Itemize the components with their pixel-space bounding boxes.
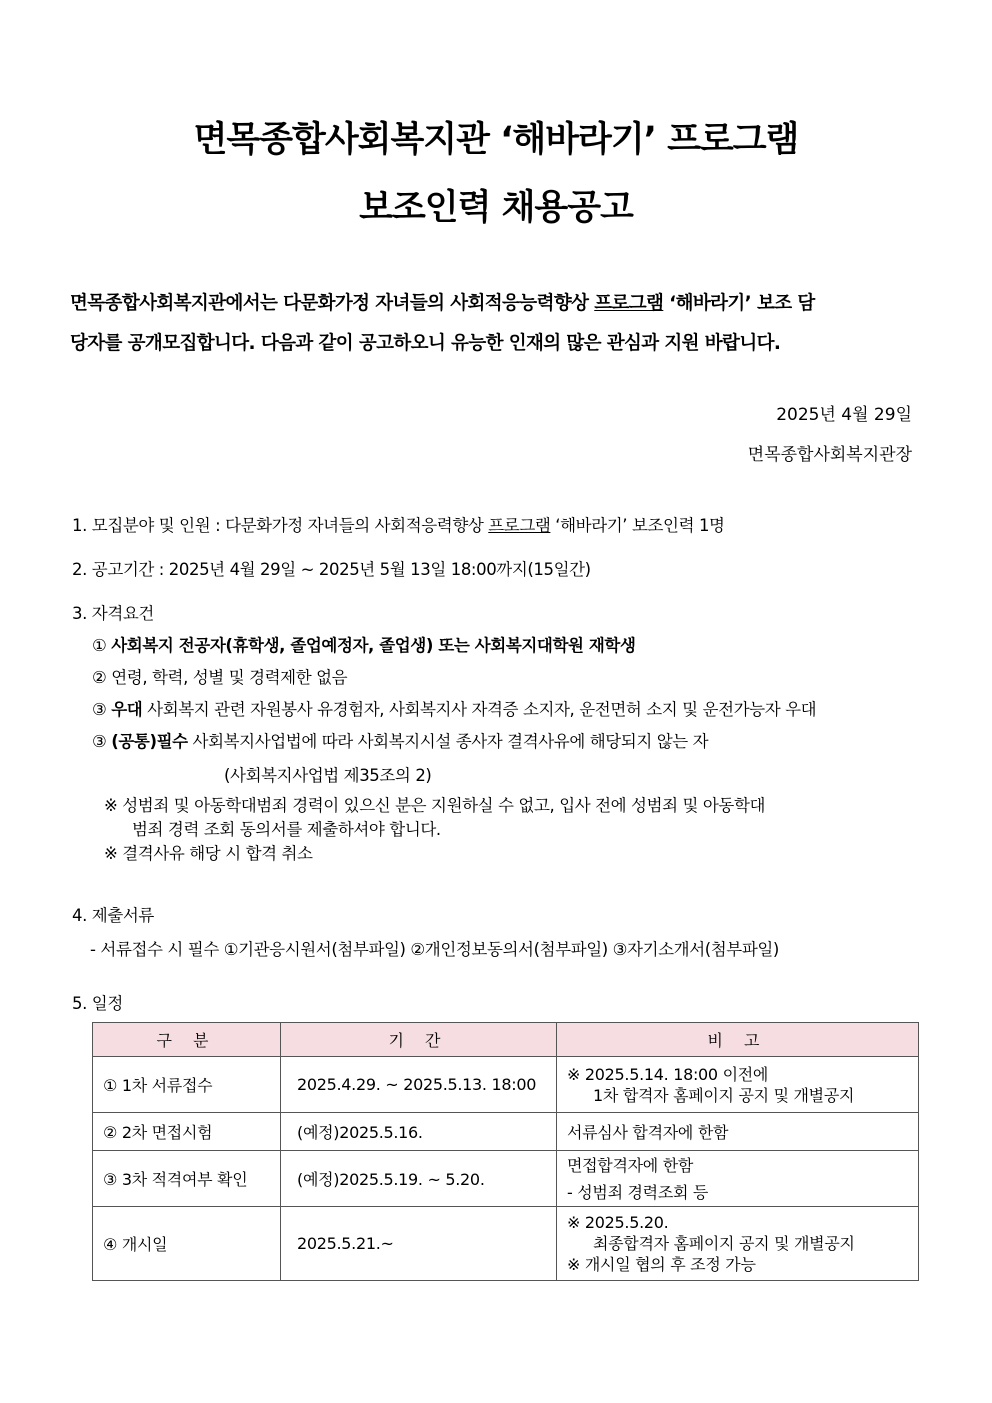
table-row [93, 1057, 919, 1113]
qualification-num: ③ [92, 732, 112, 751]
section-4-detail: - 서류접수 시 필수 ①기관응시원서(첨부파일) ②개인정보동의서(첨부파일) ③자기소개서(첨부파일) [90, 940, 779, 959]
intro-underlined: 프로그램 [594, 293, 664, 314]
qualification-3 [92, 696, 816, 720]
cell-step: ③ 3차 적격여부 확인 [93, 1151, 281, 1207]
cell-period: 2025.5.21.~ [281, 1207, 557, 1281]
header-category: 구 분 [93, 1023, 281, 1057]
section-1 [72, 512, 725, 536]
notice-issuer: 면목종합사회복지관장 [747, 445, 912, 465]
cell-note [557, 1207, 919, 1281]
note-2: ※ 결격사유 해당 시 합격 취소 [104, 844, 313, 863]
section-3: 3. 자격요건 [72, 604, 154, 623]
cell-period: (예정)2025.5.16. [281, 1113, 557, 1151]
note-line: 면접합격자에 한함 [567, 1155, 694, 1175]
title-line-2: 보조인력 채용공고 [359, 188, 633, 228]
qualification-bold: (공통)필수 [111, 732, 188, 751]
notice-date: 2025년 4월 29일 [776, 405, 912, 425]
table-header-row [93, 1023, 919, 1057]
section-1-text: 1. 모집분야 및 인원 : 다문화가정 자녀들의 사회적응력향상 [72, 516, 489, 535]
table-row [93, 1207, 919, 1281]
note-1-line-1: ※ 성범죄 및 아동학대범죄 경력이 있으신 분은 지원하실 수 없고, 입사 전에 성범죄 및 아동학대 [104, 796, 766, 815]
cell-period: 2025.4.29. ~ 2025.5.13. 18:00 [281, 1057, 557, 1113]
schedule-table [92, 1022, 919, 1281]
table-row [93, 1113, 919, 1151]
table-row [93, 1151, 919, 1207]
cell-step: ② 2차 면접시험 [93, 1113, 281, 1151]
section-5: 5. 일정 [72, 994, 123, 1013]
cell-step: ① 1차 서류접수 [93, 1057, 281, 1113]
qualification-4 [92, 728, 708, 752]
header-period: 기 간 [281, 1023, 557, 1057]
qualification-num: ① [92, 636, 112, 655]
qualification-bold: 사회복지 전공자(휴학생, 졸업예정자, 졸업생) 또는 사회복지대학원 재학생 [111, 636, 636, 655]
note-1-line-2: 범죄 경력 조회 동의서를 제출하셔야 합니다. [132, 820, 441, 839]
qualification-2: ② 연령, 학력, 성별 및 경력제한 없음 [92, 668, 348, 687]
cell-period: (예정)2025.5.19. ~ 5.20. [281, 1151, 557, 1207]
cell-note: 서류심사 합격자에 한함 [557, 1113, 919, 1151]
section-4: 4. 제출서류 [72, 906, 154, 925]
intro-text: 면목종합사회복지관에서는 다문화가정 자녀들의 사회적응능력향상 [70, 293, 595, 314]
cell-note [557, 1057, 919, 1113]
intro-text: 당자를 공개모집합니다. 다음과 같이 공고하오니 유능한 인재의 많은 관심과 지원 바랍니다. [70, 333, 781, 354]
note-line: - 성범죄 경력조회 등 [567, 1182, 709, 1202]
qualification-text: 사회복지사업법에 따라 사회복지시설 종사자 결격사유에 해당되지 않는 자 [187, 732, 709, 751]
qualification-num: ③ [92, 700, 112, 719]
qualification-bold: 우대 [111, 700, 143, 719]
section-1-text: ‘해바라기’ 보조인력 1명 [550, 516, 725, 535]
note-line: ※ 개시일 협의 후 조정 가능 [567, 1255, 756, 1274]
section-1-underlined: 프로그램 [488, 516, 551, 535]
note-line: ※ 2025.5.14. 18:00 이전에 [567, 1064, 769, 1084]
intro-paragraph [70, 284, 922, 364]
section-2: 2. 공고기간 : 2025년 4월 29일 ~ 2025년 5월 13일 18:00까지(15일간) [72, 560, 591, 579]
note-line: 최종합격자 홈페이지 공지 및 개별공지 [593, 1234, 855, 1253]
cell-step: ④ 개시일 [93, 1207, 281, 1281]
qualification-1 [92, 632, 636, 656]
note-line: ※ 2025.5.20. [567, 1213, 669, 1232]
qualification-text: 사회복지 관련 자원봉사 유경험자, 사회복지사 자격증 소지자, 운전면허 소지 및 운전가능자 우대 [142, 700, 817, 719]
header-remarks: 비 고 [557, 1023, 919, 1057]
title-line-1: 면목종합사회복지관 ‘해바라기’ 프로그램 [193, 120, 799, 160]
qualification-4-sub: (사회복지사업법 제35조의 2) [224, 766, 432, 785]
note-line: 1차 합격자 홈페이지 공지 및 개별공지 [593, 1085, 855, 1105]
cell-note [557, 1151, 919, 1207]
intro-text: ‘해바라기’ 보조 담 [663, 293, 815, 314]
